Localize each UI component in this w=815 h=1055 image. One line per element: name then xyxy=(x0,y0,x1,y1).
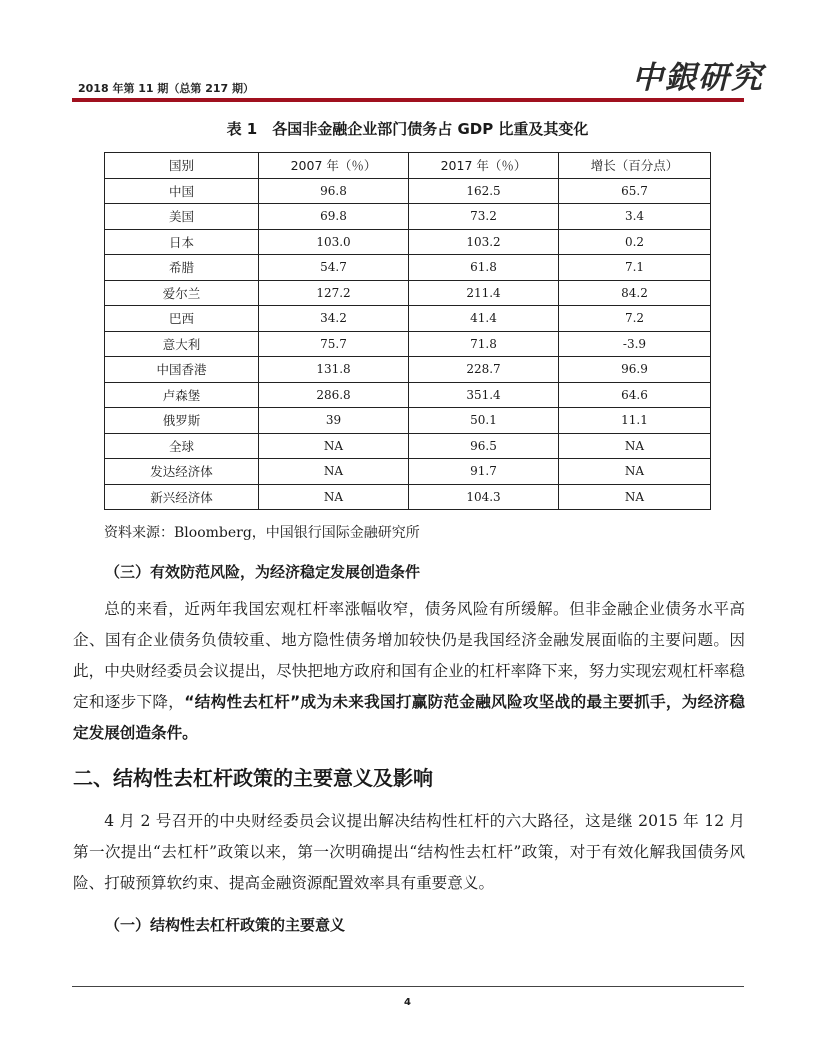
country-cell: 日本 xyxy=(105,229,259,255)
country-cell: 美国 xyxy=(105,204,259,230)
country-cell: 全球 xyxy=(105,433,259,459)
table-row xyxy=(105,178,711,204)
value-cell: 96.9 xyxy=(559,357,711,383)
page-number: 4 xyxy=(404,997,411,1008)
value-cell: 351.4 xyxy=(409,382,559,408)
paragraph-risk-text: 总的来看，近两年我国宏观杠杆率涨幅收窄，债务风险有所缓解。但非金融企业债务水平高企、国有企业债务负债较重、地方隐性债务增加较快仍是我国经济金融发展面临的主要问题。因此，中央财经委员会议提出，尽快把地方政府和国有企业的杠杆率降下来，努力实现宏观杠杆率稳定和逐步下降， xyxy=(73,600,745,711)
value-cell: 75.7 xyxy=(259,331,409,357)
table-row xyxy=(105,331,711,357)
value-cell: 96.8 xyxy=(259,178,409,204)
value-cell: 211.4 xyxy=(409,280,559,306)
table-row xyxy=(105,280,711,306)
table-row xyxy=(105,204,711,230)
country-cell: 发达经济体 xyxy=(105,459,259,485)
value-cell: 61.8 xyxy=(409,255,559,281)
table-row xyxy=(105,382,711,408)
value-cell: 50.1 xyxy=(409,408,559,434)
table-row xyxy=(105,229,711,255)
country-cell: 俄罗斯 xyxy=(105,408,259,434)
country-cell: 新兴经济体 xyxy=(105,484,259,510)
table-row xyxy=(105,459,711,485)
country-cell: 爱尔兰 xyxy=(105,280,259,306)
paragraph-risk xyxy=(73,594,745,749)
issue-label: 2018 年第 11 期（总第 217 期） xyxy=(78,82,255,95)
value-cell: 11.1 xyxy=(559,408,711,434)
value-cell: 69.8 xyxy=(259,204,409,230)
value-cell: 104.3 xyxy=(409,484,559,510)
value-cell: -3.9 xyxy=(559,331,711,357)
country-cell: 巴西 xyxy=(105,306,259,332)
value-cell: 3.4 xyxy=(559,204,711,230)
column-header-country: 国别 xyxy=(105,153,259,179)
country-cell: 希腊 xyxy=(105,255,259,281)
value-cell: NA xyxy=(559,484,711,510)
value-cell: 228.7 xyxy=(409,357,559,383)
table-body xyxy=(105,178,711,510)
value-cell: 34.2 xyxy=(259,306,409,332)
value-cell: NA xyxy=(559,459,711,485)
value-cell: 7.2 xyxy=(559,306,711,332)
table-row xyxy=(105,433,711,459)
table-title: 表 1 各国非金融企业部门债务占 GDP 比重及其变化 xyxy=(226,120,589,138)
header-divider xyxy=(72,98,744,102)
value-cell: 286.8 xyxy=(259,382,409,408)
value-cell: 103.0 xyxy=(259,229,409,255)
country-cell: 意大利 xyxy=(105,331,259,357)
table-row xyxy=(105,306,711,332)
column-header-2017: 2017 年（％） xyxy=(409,153,559,179)
value-cell: 103.2 xyxy=(409,229,559,255)
table-row xyxy=(105,255,711,281)
value-cell: 73.2 xyxy=(409,204,559,230)
column-header-growth: 增长（百分点） xyxy=(559,153,711,179)
paragraph-risk-emphasis: “结构性去杠杆”成为未来我国打赢防范金融风险攻坚战的最主要抓手，为经济稳定发展创造条件。 xyxy=(73,693,745,742)
table-row xyxy=(105,357,711,383)
value-cell: 54.7 xyxy=(259,255,409,281)
value-cell: 84.2 xyxy=(559,280,711,306)
value-cell: 96.5 xyxy=(409,433,559,459)
country-cell: 中国香港 xyxy=(105,357,259,383)
value-cell: 131.8 xyxy=(259,357,409,383)
value-cell: 91.7 xyxy=(409,459,559,485)
value-cell: 71.8 xyxy=(409,331,559,357)
footer-divider xyxy=(72,986,744,987)
boc-research-logo: 中銀研究 xyxy=(632,60,764,96)
table-header-row xyxy=(105,153,711,179)
value-cell: 39 xyxy=(259,408,409,434)
table-row xyxy=(105,484,711,510)
value-cell: 64.6 xyxy=(559,382,711,408)
value-cell: NA xyxy=(559,433,711,459)
section-heading-significance: （一）结构性去杠杆政策的主要意义 xyxy=(105,916,346,934)
value-cell: NA xyxy=(259,484,409,510)
value-cell: 162.5 xyxy=(409,178,559,204)
value-cell: 7.1 xyxy=(559,255,711,281)
table-source: 资料来源：Bloomberg，中国银行国际金融研究所 xyxy=(104,525,420,541)
value-cell: 0.2 xyxy=(559,229,711,255)
paragraph-policy: 4 月 2 号召开的中央财经委员会议提出解决结构性杠杆的六大路径，这是继 2015 年 12 月第一次提出“去杠杆”政策以来，第一次明确提出“结构性去杠杆”政策，对于有效化解我国债务风险、打破预算软约束、提高金融资源配置效率具有重要意义。 xyxy=(73,812,745,892)
value-cell: NA xyxy=(259,459,409,485)
country-cell: 中国 xyxy=(105,178,259,204)
column-header-2007: 2007 年（％） xyxy=(259,153,409,179)
value-cell: 65.7 xyxy=(559,178,711,204)
value-cell: 41.4 xyxy=(409,306,559,332)
debt-ratio-table xyxy=(104,152,711,510)
section-heading-risk: （三）有效防范风险，为经济稳定发展创造条件 xyxy=(105,563,421,581)
value-cell: NA xyxy=(259,433,409,459)
table-row xyxy=(105,408,711,434)
chapter-heading: 二、结构性去杠杆政策的主要意义及影响 xyxy=(73,766,433,790)
country-cell: 卢森堡 xyxy=(105,382,259,408)
value-cell: 127.2 xyxy=(259,280,409,306)
